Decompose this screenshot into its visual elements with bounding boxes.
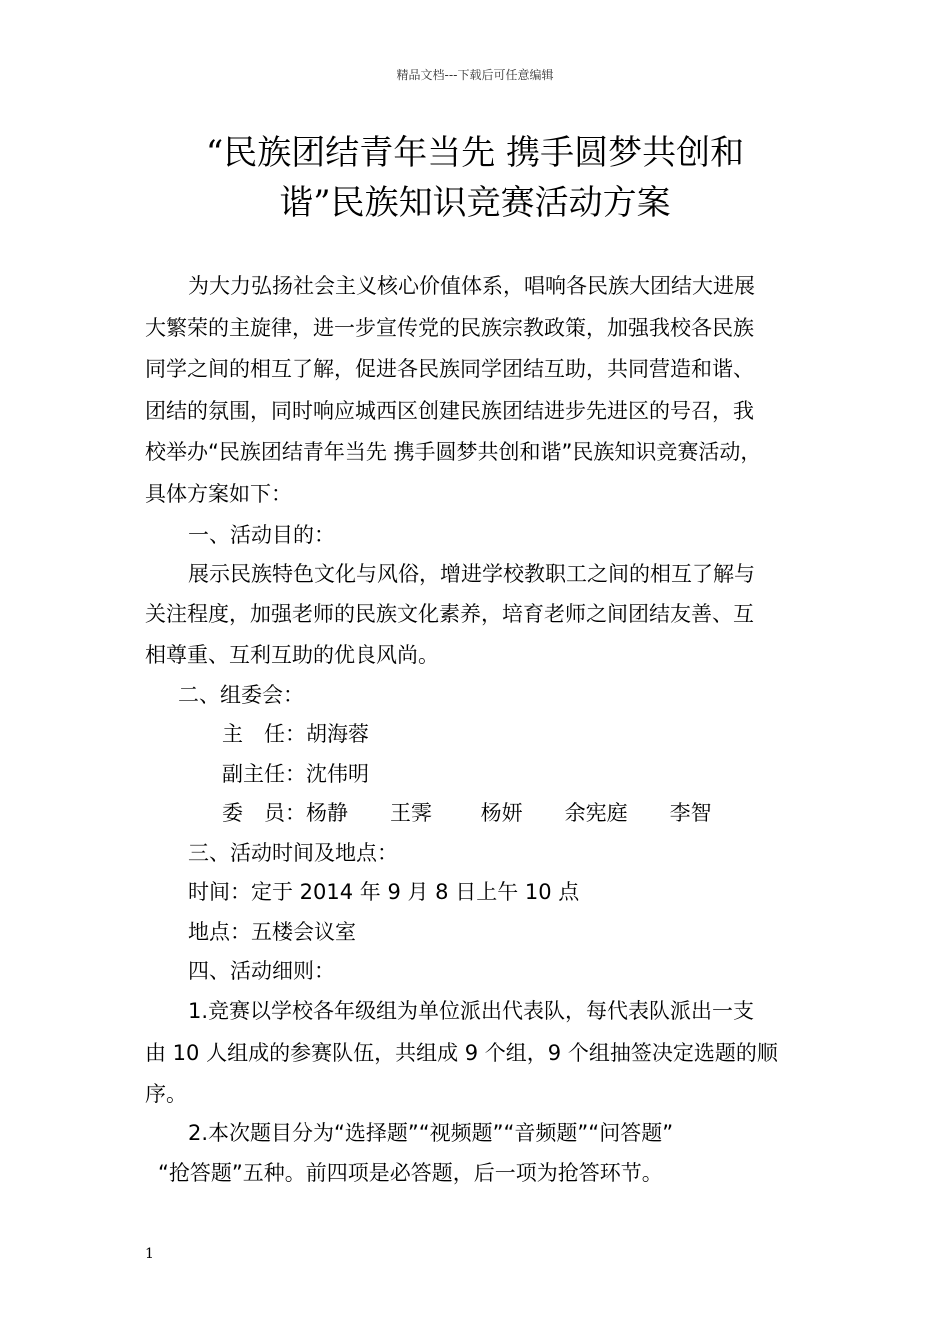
paragraph-line: 2.本次题目分为“选择题”“视频题”“音频题”“问答题” <box>188 1121 674 1145</box>
event-place: 地点：五楼会议室 <box>188 920 356 944</box>
committee-members: 委 员：杨静 王霁 杨妍 余宪庭 李智 <box>222 801 712 825</box>
page-number: 1 <box>145 1246 154 1262</box>
paragraph-line: 相尊重、互利互助的优良风尚。 <box>145 643 439 667</box>
title-line-1: “民族团结青年当先 携手圆梦共创和 <box>205 133 745 173</box>
paragraph-line: 关注程度，加强老师的民族文化素养，培育老师之间团结友善、互 <box>145 602 754 626</box>
section-heading: 一、活动目的： <box>188 523 335 547</box>
committee-vice-director: 副主任：沈伟明 <box>222 762 369 786</box>
paragraph-line: 由 10 人组成的参赛队伍，共组成 9 个组，9 个组抽签决定选题的顺 <box>145 1041 778 1065</box>
paragraph-line: 大繁荣的主旋律，进一步宣传党的民族宗教政策，加强我校各民族 <box>145 316 754 340</box>
paragraph-line: 校举办“民族团结青年当先 携手圆梦共创和谐”民族知识竞赛活动， <box>145 440 762 464</box>
paragraph-line: 同学之间的相互了解，促进各民族同学团结互助，共同营造和谐、 <box>145 357 754 381</box>
paragraph-line: 具体方案如下： <box>145 482 292 506</box>
section-heading: 三、活动时间及地点： <box>188 841 398 865</box>
section-heading: 二、组委会： <box>178 683 304 707</box>
paragraph-line: 团结的氛围，同时响应城西区创建民族团结进步先进区的号召，我 <box>145 399 754 423</box>
title-line-2: 谐”民族知识竞赛活动方案 <box>279 183 671 223</box>
paragraph-line: 1.竞赛以学校各年级组为单位派出代表队，每代表队派出一支 <box>188 999 755 1023</box>
paragraph-line: 展示民族特色文化与风俗，增进学校教职工之间的相互了解与 <box>188 562 755 586</box>
section-heading: 四、活动细则： <box>188 959 335 983</box>
page-header: 精品文档---下载后可任意编辑 <box>396 68 554 82</box>
committee-director: 主 任：胡海蓉 <box>222 722 369 746</box>
event-time: 时间：定于 2014 年 9 月 8 日上午 10 点 <box>188 880 580 904</box>
paragraph-line: 序。 <box>145 1082 187 1106</box>
paragraph-line: 为大力弘扬社会主义核心价值体系，唱响各民族大团结大进展 <box>188 274 755 298</box>
paragraph-line: “抢答题”五种。前四项是必答题，后一项为抢答环节。 <box>158 1161 663 1185</box>
